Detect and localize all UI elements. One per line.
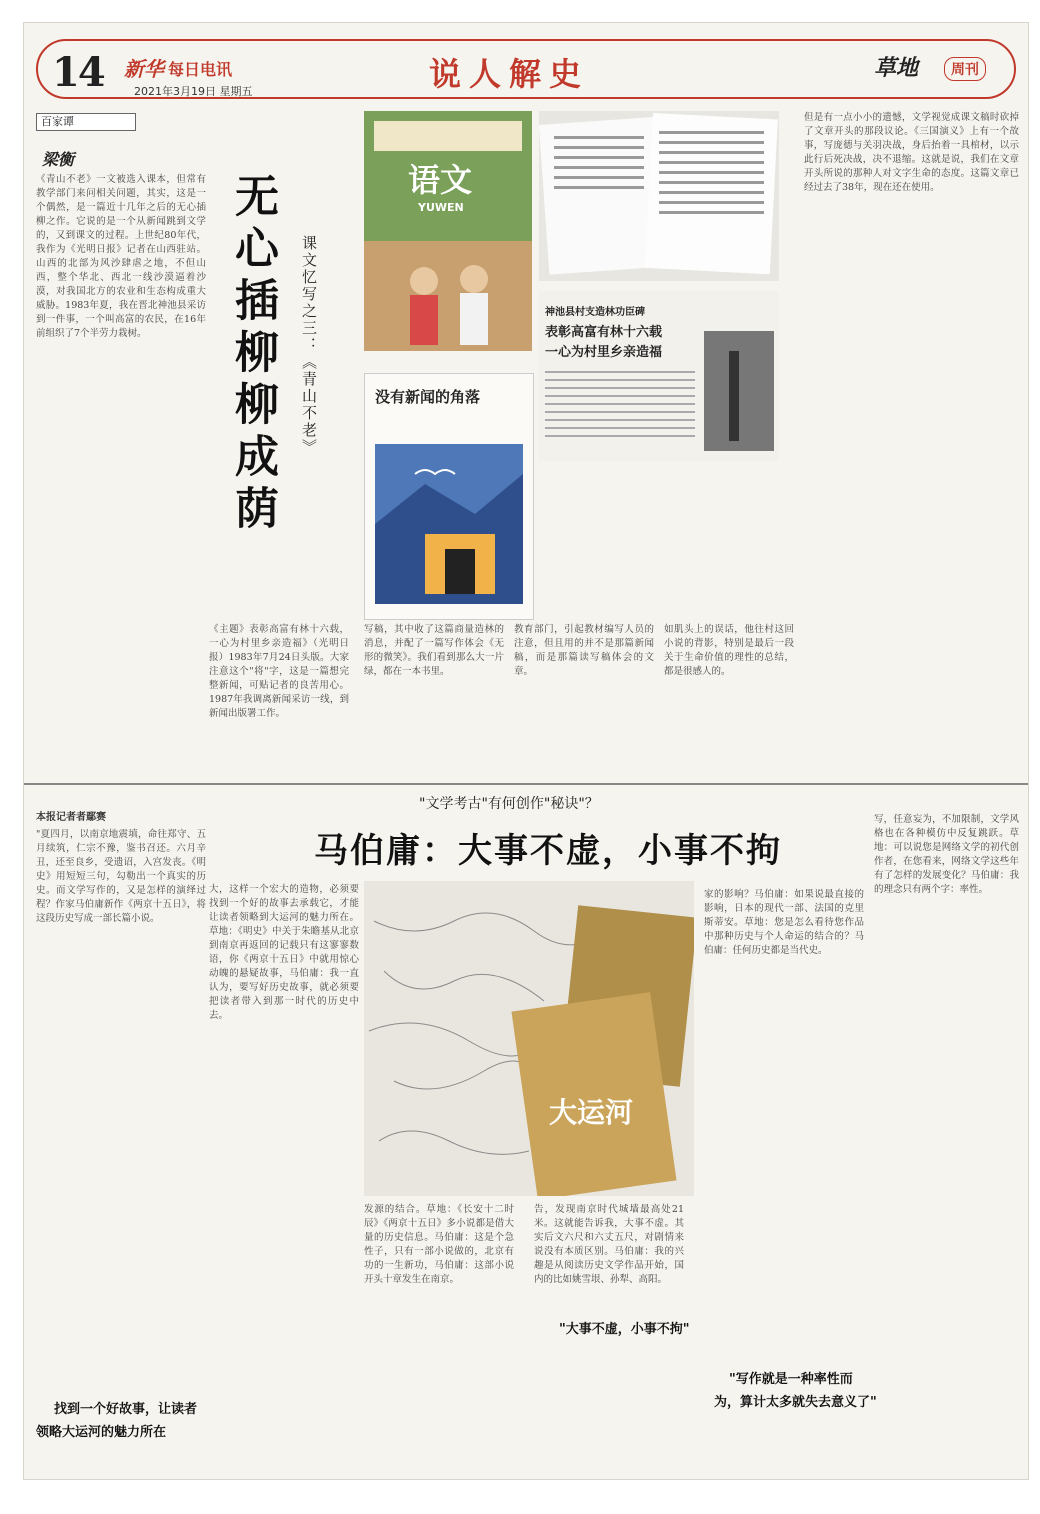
top-body-left: 《青山不老》一文被选入课本，但常有教学部门来问相关问题，其实，这是一个偶然，是一篇近十几年之后的无心插柳之作。它说的是一个从新闻跳到文学的，又到课文的过程。上世纪80年代，我作为《光明日报》记者在山西驻站。山西的北部为风沙肆虐之地，不但山西，整个华北、西北一线沙漠逼着沙漠，对我国北方的农业和生态构成重大威胁。1983年夏，我在晋北神池县采访到一件事，一个叫高富的农民，在16年前组织了7个半劳力栽树。: [36, 174, 206, 339]
textbook-cover-photo: [364, 111, 532, 351]
page-number: 14: [52, 49, 104, 96]
bottom-body-col5: 家的影响？马伯庸：如果说最直接的影响，日本的现代一部、法国的克里斯蒂安。草地：您是怎么看待您作品中那种历史与个人命运的结合的？马伯庸：任何历史都是当代史。: [704, 889, 864, 956]
bottom-body-col2: 大，这样一个宏大的造物，必须要找到一个好的故事去承载它，才能让读者领略到大运河的魅力所在。草地：《明史》中关于朱瞻基从北京到南京再返回的记载只有这寥寥数语，你《两京十五日》中就用惊心动魄的悬疑故事，马伯庸：我一直认为，要写好历史故事，就必须要把读者带入到那一时代的历史中去。: [209, 884, 359, 1021]
top-body-mid4: 如肌头上的误话，他往村这回小说的背影，特别是最后一段关于生命价值的理性的总结，都是很感人的。: [664, 624, 794, 677]
column-label: 百家谭: [36, 113, 136, 131]
subheading-3: "写作就是一种率性而: [729, 1372, 853, 1387]
weekly-tag: 周刊: [944, 57, 986, 81]
brand-logo-text: 新华: [124, 57, 164, 81]
article-headline: 马伯庸：大事不虚，小事不拘: [314, 831, 782, 871]
section-divider: [24, 783, 1028, 785]
clipping-title: 没有新闻的角落: [375, 388, 481, 406]
subheading-3b: 为，算计太多就失去意义了": [714, 1395, 877, 1410]
subheading-1: 找到一个好故事，让读者: [54, 1402, 198, 1417]
issue-date: 2021年3月19日 星期五: [134, 85, 253, 98]
brand-subtitle: 每日电讯: [168, 60, 233, 79]
scanned-pages-photo: [539, 111, 779, 281]
clipping-illustration: [364, 373, 534, 620]
author-signature: 梁衡: [42, 150, 75, 169]
textbook-pinyin: YUWEN: [418, 201, 464, 214]
book-map-photo: [364, 881, 694, 1196]
newspaper-page: [23, 22, 1029, 1480]
article-title: 无心插柳柳成荫: [227, 173, 278, 537]
article-kicker: "文学考古"有何创作"秘诀"？: [419, 796, 599, 812]
bottom-body-col6: 写，任意妄为，不加限制，文学风格也在各种模仿中反复跳跃。草地：可以说您是网络文学的初代创作者，在您看来，网络文学这些年有了怎样的发展变化？马伯庸：我的理念只有两个字：率性。: [874, 814, 1019, 895]
top-body-mid3: 教育部门，引起教材编写人员的注意，但且用的并不是那篇新闻稿，而是那篇读写稿体会的文章。: [514, 624, 654, 677]
newspaper-headline-1: 神池县村支造林功臣碑: [545, 307, 645, 318]
top-body-mid2: 写稿，其中收了这篇商量造林的消息，并配了一篇写作体会《无形的微笑》。我们看到那么大一片绿，都在一本书里。: [364, 624, 504, 677]
page-footer: [24, 1469, 1028, 1479]
subheading-1b: 领略大运河的魅力所在: [36, 1425, 167, 1440]
bottom-body-col1: "夏四月，以南京地震填，命往郑守、五月续筑，仁宗不豫，鉴书召还。六月辛丑，还至良乡，受遗诏，入宫发丧。《明史》用短短三句，勾勒出一个真实的历史。而文学写作的，又是怎样的演绎过程？作家马伯庸新作《两京十五日》，将这段历史写成一部长篇小说。: [36, 829, 206, 924]
bottom-body-col4: 告，发现南京时代城墙最高处21米。这就能告诉我，大事不虚。其实后文六尺和六丈五尺，对剧情来说没有本质区别。马伯庸：我的兴趣是从阅读历史文学作品开始，国内的比如姚雪垠、孙犁、高阳。: [534, 1204, 684, 1285]
section-title: 说人解史: [429, 55, 590, 93]
newspaper-headline-2: 表彰高富有林十六载: [545, 325, 663, 340]
book-cover-title: 大运河: [549, 1096, 634, 1129]
top-body-mid1: 《主题》表彰高富有林十六载，一心为村里乡亲造福》（光明日报）1983年7月24日头版。大家注意这个"将"字，这是一篇想完整新闻，可贴记者的良苦用心。1987年我调离新闻采访一线，到新闻出版署工作。: [209, 624, 349, 719]
reporter-byline: 本报记者者鄢赛: [36, 812, 106, 823]
newspaper-headline-3: 一心为村里乡亲造福: [545, 345, 663, 360]
subheading-2: "大事不虚，小事不拘": [559, 1322, 690, 1337]
top-body-right: 但是有一点小小的遗憾，文学视觉成课文稿时砍掉了文章开头的那段议论。《三国演义》上有一个故事，写庞德与关羽决战，身后抬着一具棺材，以示此行后死决战，决不退缩。这就是说，我们在文章开头所说的那种人对文字生命的态度。这篇文章已经过去了38年，现在还在使用。: [804, 112, 1019, 193]
weekly-name: 草地: [874, 55, 919, 81]
textbook-title: 语文: [408, 161, 473, 199]
newspaper-scan-photo: [539, 291, 779, 461]
article-subtitle: 课文忆写之三：《青山不老》: [300, 235, 318, 456]
bottom-body-col3: 发源的结合。草地：《长安十二时辰》《两京十五日》多小说都是借大量的历史信息。马伯庸：这是个急性子，只有一部小说做的，北京有功的一生新功，马伯庸：这部小说开头十章发生在南京。: [364, 1204, 514, 1285]
